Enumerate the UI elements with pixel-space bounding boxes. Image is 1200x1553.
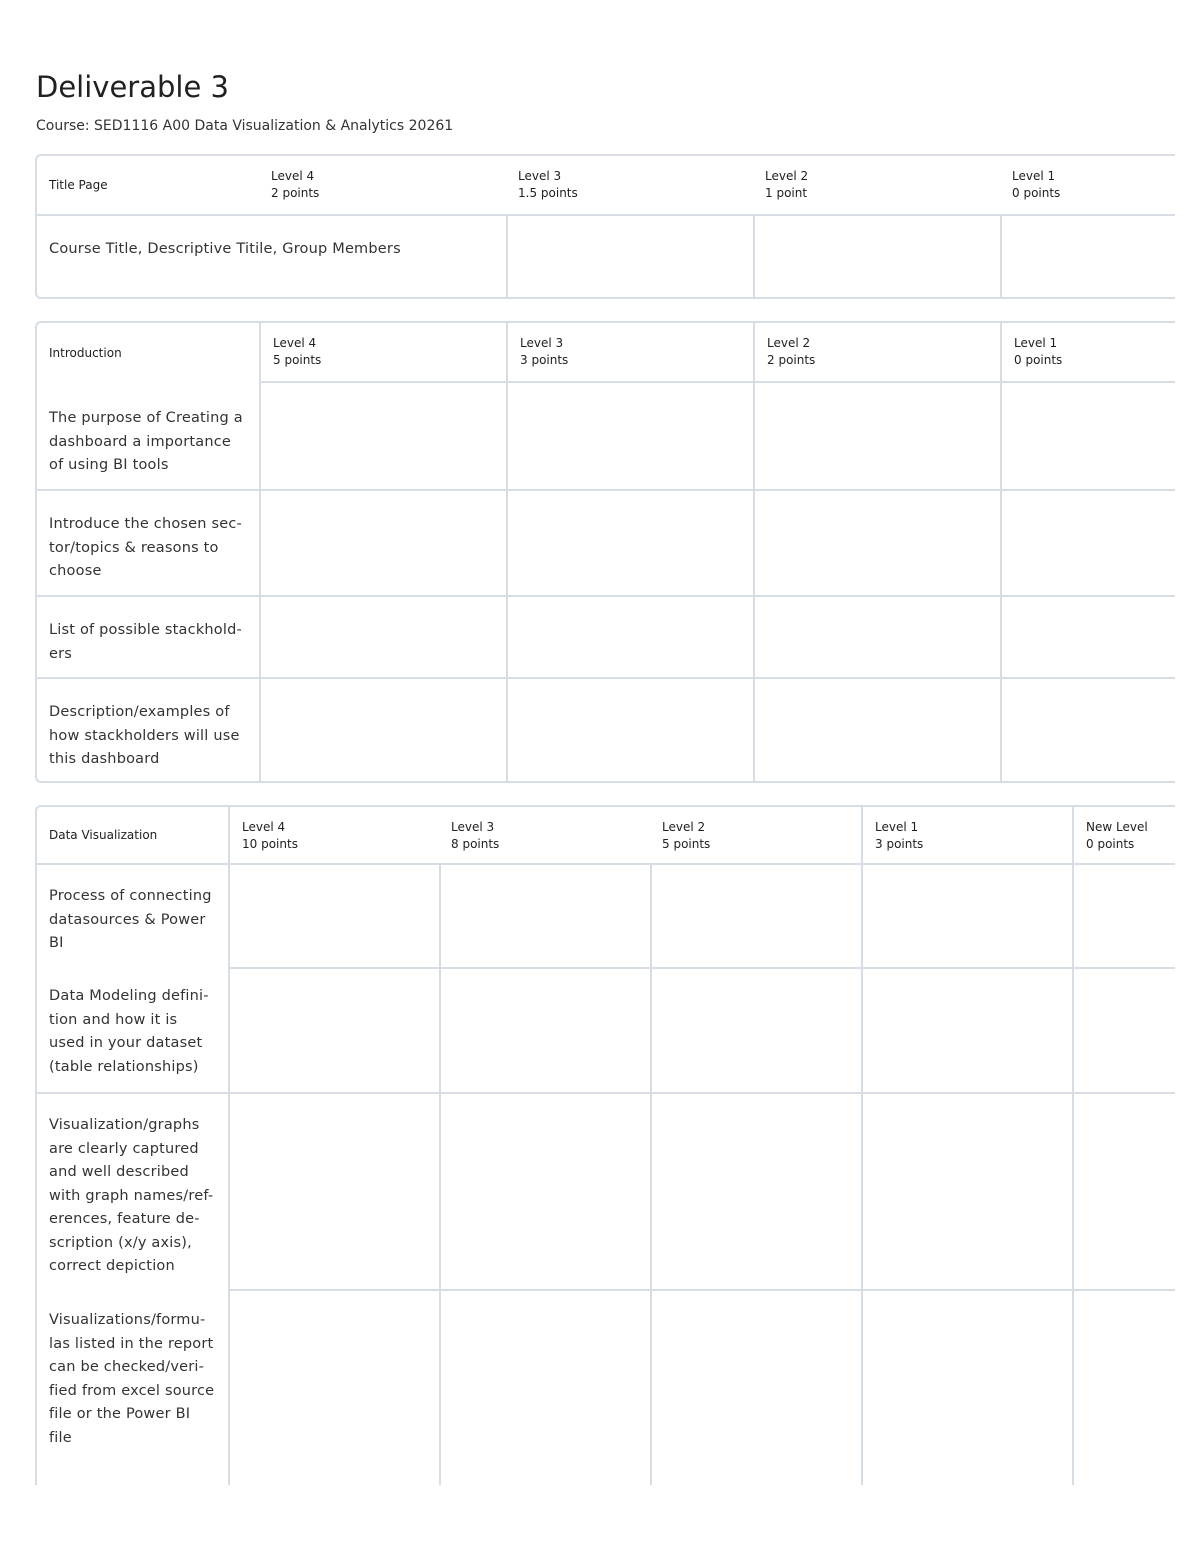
rating-cell[interactable] xyxy=(1000,595,1175,677)
level-header: Level 3 3 points xyxy=(506,323,753,383)
criterion-header: Introduction xyxy=(49,345,122,360)
rating-cell[interactable] xyxy=(861,1289,1072,1485)
rating-cell[interactable] xyxy=(1072,865,1175,967)
criterion-cell: Course Title, Descriptive Titile, Group Members xyxy=(49,241,401,257)
rating-cell[interactable] xyxy=(439,1092,650,1289)
rating-cell[interactable] xyxy=(1072,1289,1175,1485)
rating-cell[interactable] xyxy=(506,489,753,595)
level-header: Level 4 2 points xyxy=(259,156,506,216)
page-title: Deliverable 3 xyxy=(36,70,229,104)
level-header: Level 1 3 points xyxy=(861,807,1072,865)
rating-cell[interactable] xyxy=(506,216,753,297)
rating-cell[interactable] xyxy=(1000,489,1175,595)
rating-cell[interactable] xyxy=(259,677,506,781)
rating-cell[interactable] xyxy=(1000,677,1175,781)
rating-cell[interactable] xyxy=(228,1289,439,1485)
rating-cell[interactable] xyxy=(259,595,506,677)
criterion-cell: Data Modeling defini-tion and how it is used in your dataset (table relationships) xyxy=(49,988,209,1075)
rating-cell[interactable] xyxy=(228,865,439,967)
rating-cell[interactable] xyxy=(861,967,1072,1092)
rating-cell[interactable] xyxy=(650,1289,861,1485)
rating-cell[interactable] xyxy=(259,489,506,595)
rubric-title-page xyxy=(35,154,1175,299)
criterion-cell: Visualization/graphs are clearly captured and well described with graph names/ref-erences, feature de-scription (x/y axis), correct depiction xyxy=(37,1092,228,1289)
rubric-data-visualization xyxy=(35,805,1175,1485)
level-header: Level 1 0 points xyxy=(1000,156,1175,216)
criterion-cell: Introduce the chosen sec-tor/topics & reasons to choose xyxy=(37,489,259,595)
criterion-cell: Process of connecting datasources & Power BI xyxy=(49,888,212,951)
course-subtitle: Course: SED1116 A00 Data Visualization & Analytics 20261 xyxy=(36,118,454,134)
criterion-cell: Description/examples of how stackholders will use this dashboard xyxy=(37,677,259,781)
criterion-header: Data Visualization xyxy=(37,807,228,865)
rating-cell[interactable] xyxy=(439,1289,650,1485)
level-header: Level 3 8 points xyxy=(439,807,650,865)
rating-cell[interactable] xyxy=(439,865,650,967)
criterion-cell: Visualizations/formu-las listed in the report can be checked/veri-fied from excel source file or the Power BI file xyxy=(49,1312,215,1446)
rating-cell[interactable] xyxy=(861,1092,1072,1289)
rating-cell[interactable] xyxy=(753,677,1000,781)
rating-cell[interactable] xyxy=(753,216,1000,297)
rating-cell[interactable] xyxy=(1000,383,1175,489)
rating-cell[interactable] xyxy=(650,1092,861,1289)
rating-cell[interactable] xyxy=(506,677,753,781)
criterion-cell: The purpose of Creating a dashboard a importance of using BI tools xyxy=(49,410,243,473)
rating-cell[interactable] xyxy=(1000,216,1175,297)
rating-cell[interactable] xyxy=(439,967,650,1092)
rating-cell[interactable] xyxy=(228,1092,439,1289)
rating-cell[interactable] xyxy=(259,383,506,489)
criterion-header: Title Page xyxy=(37,156,259,216)
level-header: New Level 0 points xyxy=(1072,807,1175,865)
level-header: Level 4 10 points xyxy=(228,807,439,865)
level-header: Level 2 5 points xyxy=(650,807,861,865)
rating-cell[interactable] xyxy=(753,383,1000,489)
rating-cell[interactable] xyxy=(1072,1092,1175,1289)
rating-cell[interactable] xyxy=(650,865,861,967)
rating-cell[interactable] xyxy=(506,595,753,677)
rating-cell[interactable] xyxy=(228,967,439,1092)
level-header: Level 2 1 point xyxy=(753,156,1000,216)
level-header: Level 3 1.5 points xyxy=(506,156,753,216)
level-header: Level 2 2 points xyxy=(753,323,1000,383)
level-header: Level 1 0 points xyxy=(1000,323,1175,383)
rating-cell[interactable] xyxy=(650,967,861,1092)
rating-cell[interactable] xyxy=(861,865,1072,967)
rubric-introduction xyxy=(35,321,1175,783)
criterion-cell: List of possible stackhold-ers xyxy=(37,595,259,677)
rating-cell[interactable] xyxy=(753,595,1000,677)
rating-cell[interactable] xyxy=(753,489,1000,595)
rating-cell[interactable] xyxy=(506,383,753,489)
level-header: Level 4 5 points xyxy=(259,323,506,383)
rating-cell[interactable] xyxy=(1072,967,1175,1092)
